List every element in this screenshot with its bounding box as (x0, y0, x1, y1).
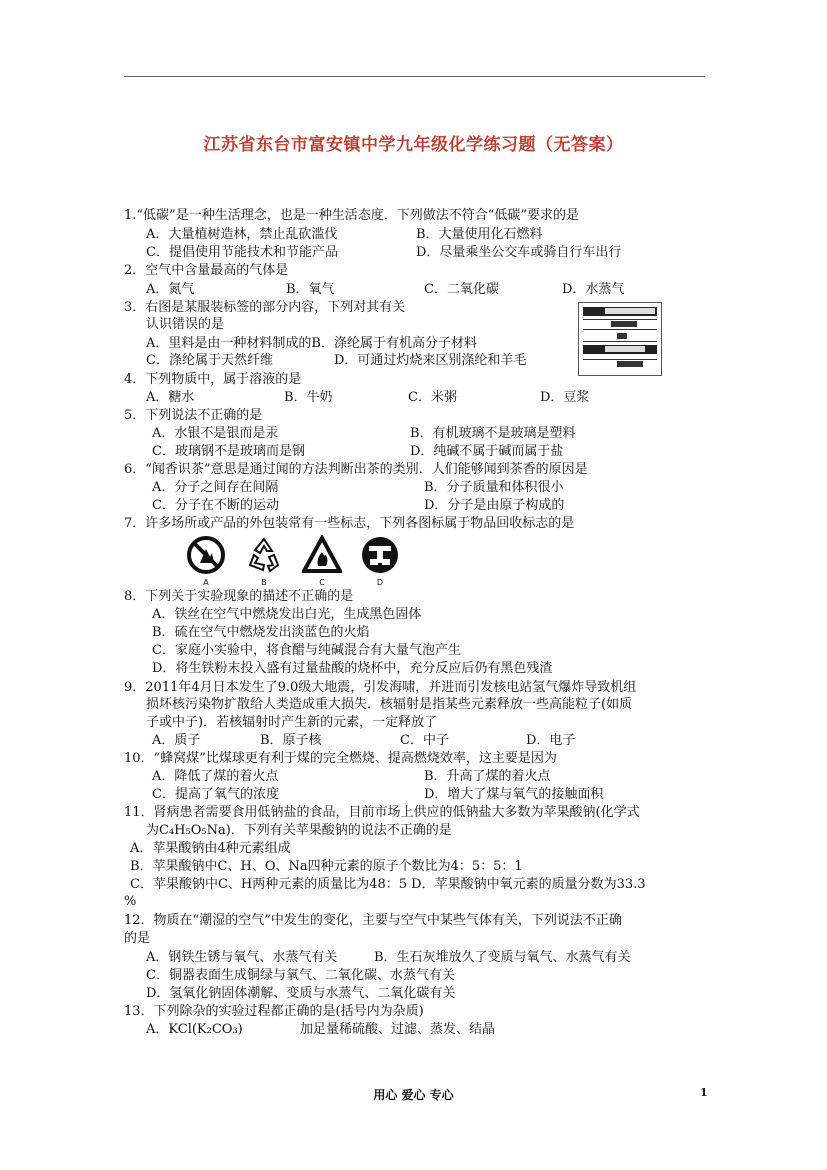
q10-option-d: D．增大了煤与氧气的接触面积 (424, 787, 604, 802)
q5-stem: 5．下列说法不正确的是 (124, 408, 263, 423)
q12-stem: 12．物质在“潮湿的空气”中发生的变化，主要与空气中某些气体有关，下列说法不正确 (124, 913, 622, 928)
q5-option-b: B．有机玻璃不是玻璃是塑料 (410, 426, 576, 441)
q13-option-a: A．KCl(K₂CO₃) (146, 1022, 243, 1037)
no-fire-icon (186, 535, 226, 575)
page-title: 江苏省东台市富安镇中学九年级化学练习题（无答案） (203, 135, 624, 155)
q10-stem: 10．“蜂窝煤”比煤球更有利于煤的完全燃烧、提高燃烧效率，这主要是因为 (124, 751, 557, 766)
q9-option-d: D．电子 (526, 733, 576, 748)
q8-option-d: D．将生铁粉末投入盛有过量盐酸的烧杯中，充分反应后仍有黑色残渣 (152, 661, 553, 676)
q1-option-a: A．大量植树造林，禁止乱砍滥伐 (146, 227, 338, 242)
q11-option-b: B．苹果酸钠中C、H、O、Na四种元素的原子个数比为4：5：5：1 (130, 859, 523, 874)
q12-stem-cont: 的是 (124, 931, 151, 946)
q4-option-b: B．牛奶 (284, 390, 333, 405)
q1-option-b: B．大量使用化石燃料 (416, 227, 543, 242)
q12-option-a: A．钢铁生锈与氧气、水蒸气有关 (146, 950, 338, 965)
q8-stem: 8．下列关于实验现象的描述不正确的是 (124, 589, 354, 604)
q10-option-b: B．升高了煤的着火点 (424, 769, 551, 784)
q9-stem-cont: 损坏核污染物扩散给人类造成重大损失．核辐射是指某些元素释放一些高能粒子(如质 (146, 697, 633, 712)
q4-option-d: D．豆浆 (540, 390, 590, 405)
q1-stem: 1.“低碳”是一种生活理念，也是一种生活态度．下列做法不符合“低碳”要求的是 (124, 208, 579, 223)
icon-label-a: A (203, 578, 209, 587)
q2-option-a: A．氮气 (146, 282, 195, 297)
recycle-icon (244, 535, 284, 575)
q3-stem: 3．右图是某服装标签的部分内容，下列对其有关 (124, 300, 406, 315)
page-footer: 用心 爱心 专心 (373, 1088, 454, 1102)
q9-option-c: C．中子 (400, 733, 449, 748)
q1-option-d: D．尽量乘坐公交车或骑自行车出行 (416, 245, 622, 260)
q12-option-d: D．氢氧化钠固体潮解、变质与水蒸气、二氧化碳有关 (146, 986, 456, 1001)
icon-label-d: D (376, 578, 384, 587)
q4-option-c: C．米粥 (408, 390, 457, 405)
flammable-warning-icon (302, 535, 342, 575)
q11-option-a: A．苹果酸钠由4种元素组成 (130, 841, 291, 856)
icon-label-b: B (261, 578, 267, 587)
q3-stem-cont: 认识错误的是 (146, 317, 225, 332)
q5-option-d: D．纯碱不属于碱而属于盐 (410, 444, 564, 459)
q7-icon-row (186, 535, 406, 590)
clothing-label-image (578, 302, 662, 376)
q13-option-a-method: 加足量稀硫酸、过滤、蒸发、结晶 (300, 1022, 496, 1037)
q8-option-c: C．家庭小实验中，将食醋与纯碱混合有大量气泡产生 (152, 643, 461, 658)
q6-option-a: A．分子之间存在间隔 (152, 480, 279, 495)
q3-option-d: D．可通过灼烧来区别涤纶和羊毛 (334, 353, 527, 368)
q11-stem-cont: 为C₄H₅O₅Na)．下列有关苹果酸钠的说法不正确的是 (146, 823, 452, 838)
q6-stem: 6．“闻香识茶”意思是通过闻的方法判断出茶的类别．人们能够闻到茶香的原因是 (124, 462, 588, 477)
q10-option-a: A．降低了煤的着火点 (152, 769, 279, 784)
q2-option-d: D．水蒸气 (562, 282, 625, 297)
q3-option-c: C．涤纶属于天然纤维 (146, 353, 273, 368)
q8-option-a: A．铁丝在空气中燃烧发出白光，生成黑色固体 (152, 607, 422, 622)
q9-option-a: A．质子 (152, 733, 201, 748)
q5-option-a: A．水银不是银而是汞 (152, 426, 279, 441)
q10-option-c: C．提高了氧气的浓度 (152, 787, 279, 802)
page-number: 1 (700, 1086, 708, 1099)
q11-option-d-cont: % (124, 894, 137, 909)
water-saving-icon (360, 535, 400, 575)
q6-option-d: D．分子是由原子构成的 (424, 498, 565, 513)
q2-stem: 2．空气中含量最高的气体是 (124, 263, 289, 278)
q12-option-b: B．生石灰堆放久了变质与氧气、水蒸气有关 (374, 950, 631, 965)
q12-option-c: C．铜器表面生成铜绿与氧气、二氧化碳、水蒸气有关 (146, 968, 455, 983)
header-rule (124, 76, 705, 77)
q4-stem: 4．下列物质中，属于溶液的是 (124, 372, 302, 387)
q11-stem: 11．肾病患者需要食用低钠盐的食品，目前市场上供应的低钠盐大多数为苹果酸钠(化学式 (124, 805, 640, 820)
q1-option-c: C．提倡使用节能技术和节能产品 (146, 245, 338, 260)
q9-stem-cont2: 子或中子)．若核辐射时产生新的元素，一定释放了 (146, 715, 438, 730)
icon-label-c: C (319, 578, 325, 587)
q13-stem: 13．下列除杂的实验过程都正确的是(括号内为杂质) (124, 1004, 424, 1019)
q2-option-c: C．二氧化碳 (424, 282, 499, 297)
q7-stem: 7．许多场所或产品的外包装常有一些标志，下列各图标属于物品回收标志的是 (124, 516, 575, 531)
q6-option-b: B．分子质量和体积很小 (424, 480, 564, 495)
q6-option-c: C．分子在不断的运动 (152, 498, 279, 513)
q3-option-ab: A．里料是由一种材料制成的B．涤纶属于有机高分子材料 (146, 336, 477, 351)
q2-option-b: B．氧气 (286, 282, 335, 297)
q8-option-b: B．硫在空气中燃烧发出淡蓝色的火焰 (152, 625, 370, 640)
q9-stem: 9．2011年4月日本发生了9.0级大地震，引发海啸，并进而引发核电站氢气爆炸导致机组 (124, 680, 637, 695)
q11-option-cd: C．苹果酸钠中C、H两种元素的质量比为48：5 D．苹果酸钠中氧元素的质量分数为33.3 (130, 877, 646, 892)
q9-option-b: B．原子核 (260, 733, 322, 748)
q5-option-c: C．玻璃钢不是玻璃而是钢 (152, 444, 305, 459)
q4-option-a: A．糖水 (146, 390, 195, 405)
